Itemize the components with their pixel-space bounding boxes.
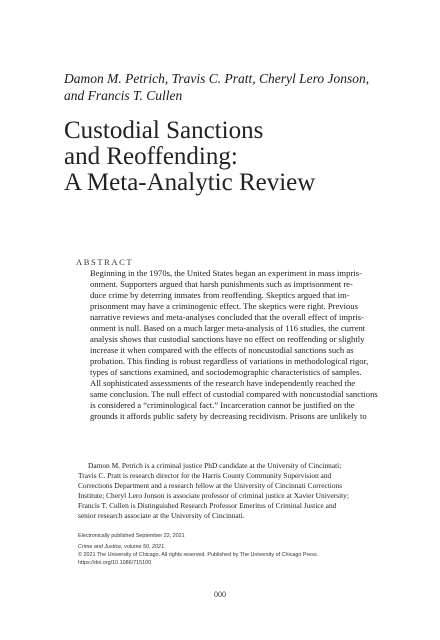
author-line-1: Damon M. Petrich, Travis C. Pratt, Cheryl Lero Jonson, bbox=[64, 71, 370, 86]
doi-link[interactable]: https://doi.org/10.1086/715100 bbox=[78, 560, 152, 566]
affiliation-line: Francis T. Cullen is Distinguished Research Professor Emeritus of Criminal Justice and bbox=[78, 501, 337, 510]
affiliation-line: senior research associate at the University of Cincinnati. bbox=[78, 511, 245, 520]
abstract-line: Beginning in the 1970s, the United States began an experiment in mass impris- bbox=[90, 268, 362, 278]
abstract-line: types of sanctions examined, and sociodemographic characteristics of samples. bbox=[90, 367, 362, 377]
abstract-line: narrative reviews and meta-analyses concluded that the overall effect of impris- bbox=[90, 312, 364, 322]
abstract-body bbox=[90, 268, 382, 422]
journal-citation: Crime and Justice, volume 50, 2021. bbox=[78, 544, 166, 550]
title-line-3: A Meta-Analytic Review bbox=[64, 169, 316, 196]
abstract-line: analysis shows that custodial sanctions have no effect on reoffending or slightly bbox=[90, 334, 365, 344]
abstract-line: All sophisticated assessments of the research have independently reached the bbox=[90, 378, 356, 388]
title-line-1: Custodial Sanctions bbox=[64, 117, 264, 144]
title-line-2: and Reoffending: bbox=[64, 143, 238, 170]
page-number: 000 bbox=[214, 590, 226, 599]
copyright-notice: © 2021 The University of Chicago. All rights reserved. Published by The University of Chicago Press. bbox=[78, 552, 319, 558]
affiliation-line: Damon M. Petrich is a criminal justice PhD candidate at the University of Cincinnati; bbox=[88, 461, 342, 470]
abstract-line: onment. Supporters argued that harsh punishments such as imprisonment re- bbox=[90, 279, 353, 289]
abstract-line: prisonment may have a criminogenic effect. The skeptics were right. Previous bbox=[90, 301, 358, 311]
abstract-line: probation. This finding is robust regardless of variations in methodological rigor, bbox=[90, 356, 369, 366]
abstract-line: onment is null. Based on a much larger meta-analysis of 116 studies, the current bbox=[90, 323, 366, 333]
author-affiliations bbox=[78, 461, 388, 521]
article-title bbox=[64, 118, 394, 196]
abstract-line: duce crime by deterring inmates from reoffending. Skeptics argued that im- bbox=[90, 290, 350, 300]
affiliation-line: Corrections Department and a research fellow at the University of Cincinnati Corrections bbox=[78, 481, 343, 490]
publication-date: Electronically published September 22, 2021 bbox=[78, 533, 185, 539]
author-list bbox=[64, 70, 384, 104]
abstract-line: increase it when compared with the effects of noncustodial sanctions such as bbox=[90, 345, 354, 355]
abstract-line: grounds it affords public safety by decreasing recidivism. Prisons are unlikely to bbox=[90, 411, 367, 421]
abstract-line: same conclusion. The null effect of custodial compared with noncustodial sanctions bbox=[90, 389, 378, 399]
abstract-heading: ABSTRACT bbox=[76, 257, 134, 267]
author-line-2: and Francis T. Cullen bbox=[64, 88, 183, 103]
abstract-line: is considered a “criminological fact.” Incarceration cannot be justified on the bbox=[90, 400, 355, 410]
affiliation-line: Institute; Cheryl Lero Jonson is associate professor of criminal justice at Xavier University; bbox=[78, 491, 349, 500]
affiliation-line: Travis C. Pratt is research director for the Harris County Community Supervision and bbox=[78, 471, 332, 480]
publication-info bbox=[78, 532, 388, 567]
